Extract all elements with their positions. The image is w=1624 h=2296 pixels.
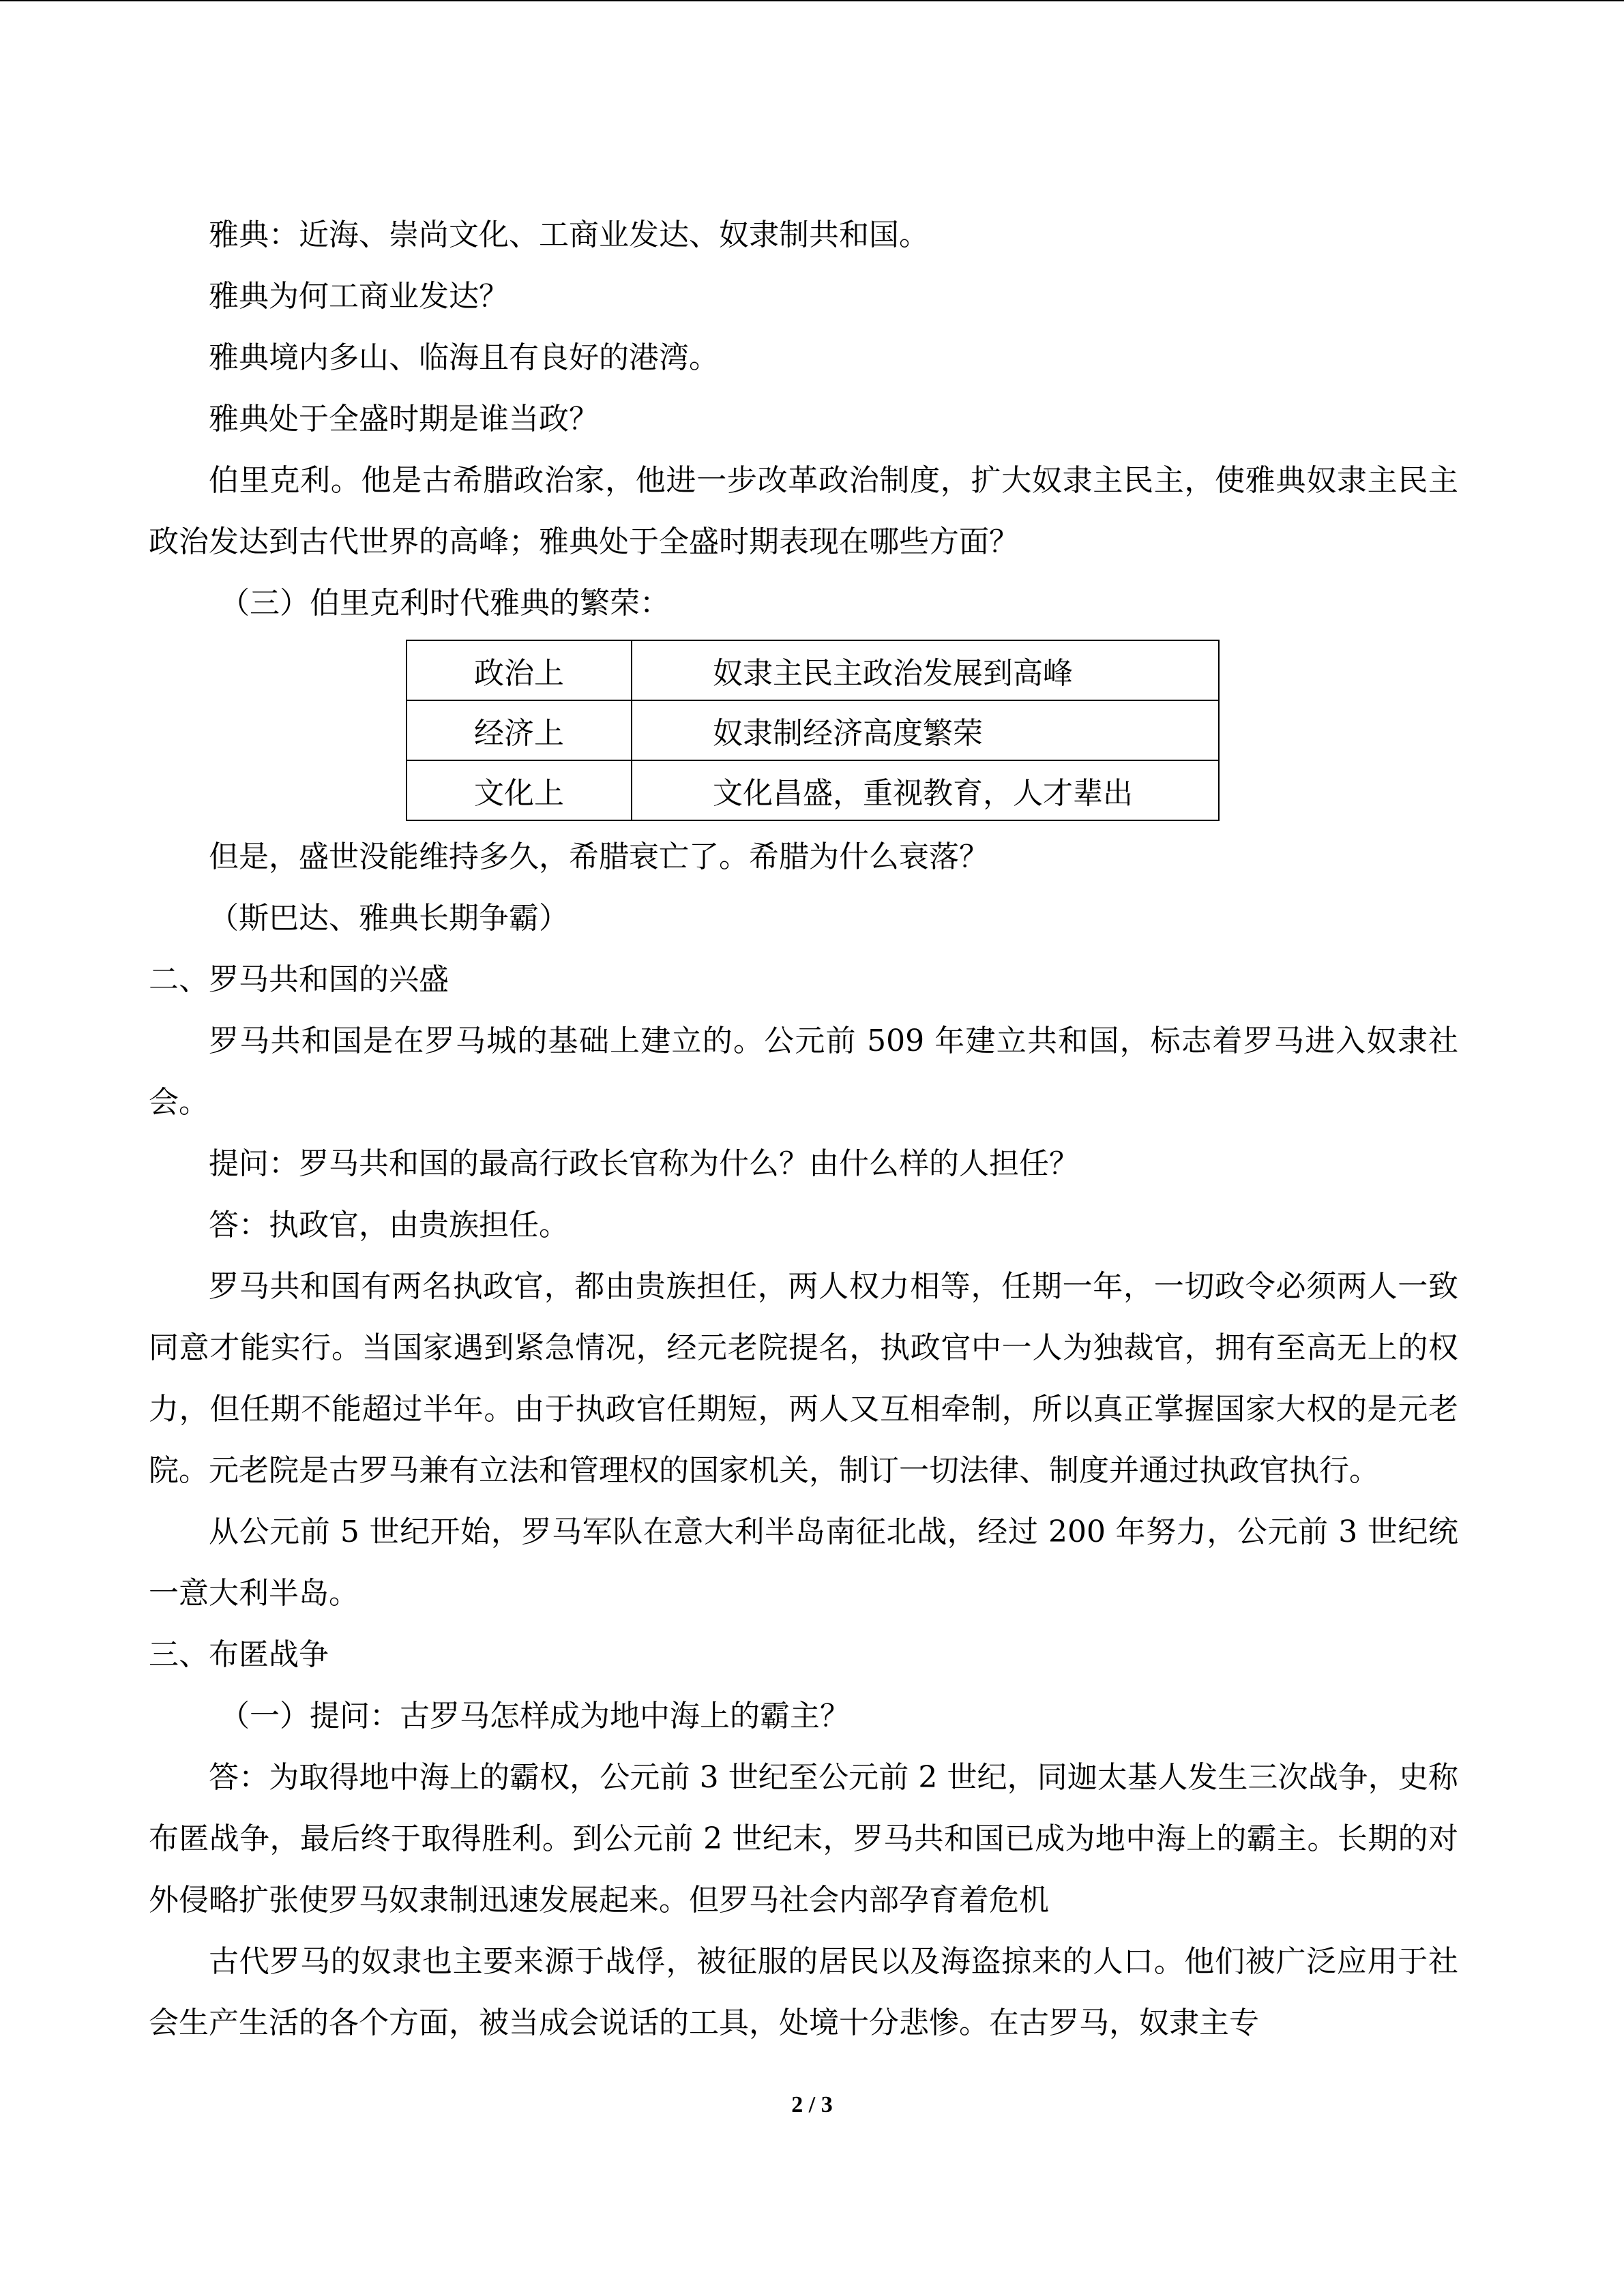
athens-prosperity-table xyxy=(406,640,1220,821)
top-border-line xyxy=(0,0,1624,1)
table-cell-detail: 文化昌盛，重视教育，人才辈出 xyxy=(632,760,1219,820)
paragraph: 伯里克利。他是古希腊政治家，他进一步改革政治制度，扩大奴隶主民主，使雅典奴隶主民主政治发达到古代世界的高峰；雅典处于全盛时期表现在哪些方面？ xyxy=(149,463,1458,559)
section-heading: 二、罗马共和国的兴盛 xyxy=(149,962,449,997)
paragraph: 古代罗马的奴隶也主要来源于战俘，被征服的居民以及海盗掠来的人口。他们被广泛应用于社会生产生活的各个方面，被当成会说话的工具，处境十分悲惨。在古罗马，奴隶主专 xyxy=(149,1944,1458,2040)
table-cell-aspect: 经济上 xyxy=(407,700,632,760)
page-number: 2 / 3 xyxy=(791,2092,833,2117)
table-cell-aspect: 文化上 xyxy=(407,760,632,820)
paragraph: 雅典境内多山、临海且有良好的港湾。 xyxy=(209,340,719,375)
table-row xyxy=(407,640,1219,700)
table-cell-detail: 奴隶主民主政治发展到高峰 xyxy=(632,640,1219,700)
table-row xyxy=(407,700,1219,760)
table-row xyxy=(407,760,1219,820)
paragraph: 罗马共和国是在罗马城的基础上建立的。公元前 509 年建立共和国，标志着罗马进入奴隶社会。 xyxy=(149,1024,1458,1120)
paragraph: 雅典处于全盛时期是谁当政？ xyxy=(209,402,599,436)
paragraph: 从公元前 5 世纪开始，罗马军队在意大利半岛南征北战，经过 200 年努力，公元前 3 世纪统一意大利半岛。 xyxy=(149,1515,1458,1611)
paragraph: （斯巴达、雅典长期争霸） xyxy=(209,901,569,936)
paragraph: 答：为取得地中海上的霸权，公元前 3 世纪至公元前 2 世纪，同迦太基人发生三次战争，史称布匿战争，最后终于取得胜利。到公元前 2 世纪末，罗马共和国已成为地中海上的霸主。长期的对外侵略扩张使罗马奴隶制迅速发展起来。但罗马社会内部孕育着危机 xyxy=(149,1760,1458,1918)
paragraph: 答：执政官，由贵族担任。 xyxy=(209,1208,569,1242)
paragraph: 雅典：近海、崇尚文化、工商业发达、奴隶制共和国。 xyxy=(209,218,929,252)
section-heading: 三、布匿战争 xyxy=(149,1637,329,1672)
table-intro: （三）伯里克利时代雅典的繁荣： xyxy=(220,586,670,621)
question: （一）提问：古罗马怎样成为地中海上的霸主？ xyxy=(220,1699,850,1733)
table-cell-detail: 奴隶制经济高度繁荣 xyxy=(632,700,1219,760)
paragraph: 罗马共和国有两名执政官，都由贵族担任，两人权力相等，任期一年，一切政令必须两人一致同意才能实行。当国家遇到紧急情况，经元老院提名，执政官中一人为独裁官，拥有至高无上的权力，但任期不能超过半年。由于执政官任期短，两人又互相牵制，所以真正掌握国家大权的是元老院。元老院是古罗马兼有立法和管理权的国家机关，制订一切法律、制度并通过执政官执行。 xyxy=(149,1269,1458,1488)
document-body xyxy=(149,205,1458,2054)
paragraph: 提问：罗马共和国的最高行政长官称为什么？由什么样的人担任？ xyxy=(209,1146,1079,1181)
table-cell-aspect: 政治上 xyxy=(407,640,632,700)
paragraph: 但是，盛世没能维持多久，希腊衰亡了。希腊为什么衰落？ xyxy=(209,839,989,874)
paragraph: 雅典为何工商业发达？ xyxy=(209,279,509,314)
